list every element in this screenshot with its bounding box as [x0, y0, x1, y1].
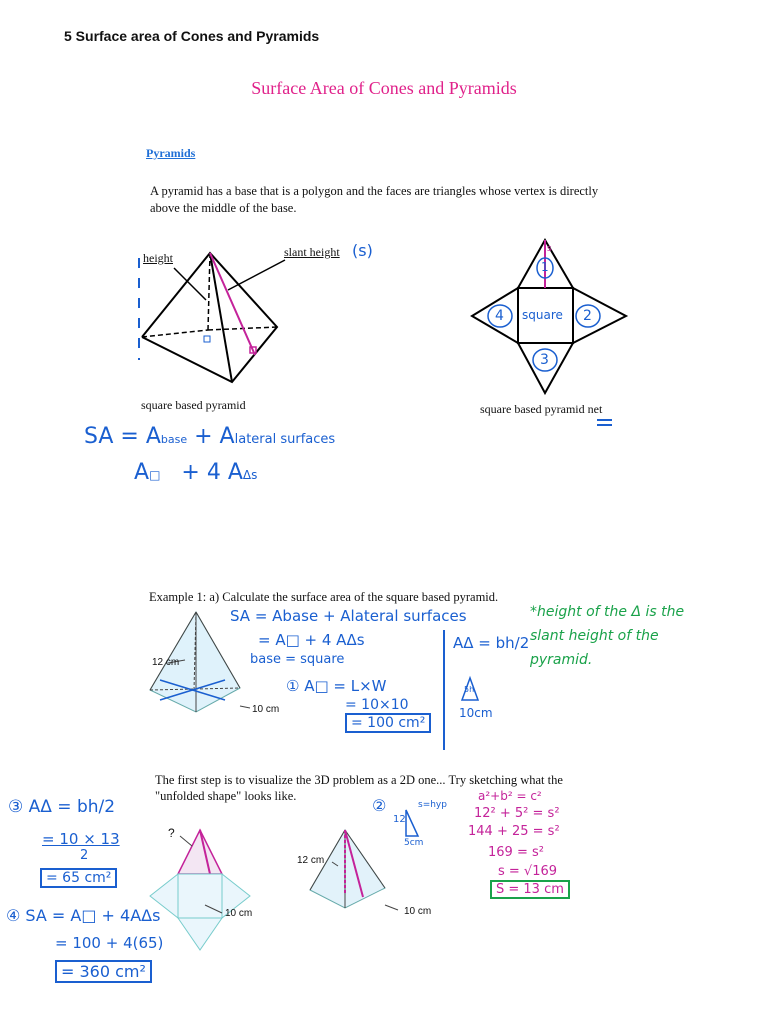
step4-line3: = 360 cm²: [55, 960, 152, 983]
example1-prompt: Example 1: a) Calculate the surface area of the square based pyramid.: [149, 590, 499, 604]
net-question: ?: [168, 826, 175, 840]
net-caption: square based pyramid net: [480, 402, 603, 416]
formula-line-1: SA = Abase + Alateral surfaces: [84, 424, 336, 449]
example1-hw1: SA = Abase + Alateral surfaces: [230, 607, 467, 625]
example1-tri-s: 5h: [464, 685, 475, 694]
step2-side: 12: [393, 814, 406, 825]
step4-line2: = 100 + 4(65): [55, 934, 164, 952]
step2-hyp: s=hyp: [418, 800, 447, 810]
example1-height: 12 cm: [152, 657, 180, 668]
page-header: 5 Surface area of Cones and Pyramids: [64, 28, 320, 44]
visualize-text: The first step is to visualize the 3D problem as a 2D one... Try sketching what the "unfolded shape" looks like.: [155, 773, 563, 803]
step2-l6: S = 13 cm: [490, 880, 570, 899]
page-title: Surface Area of Cones and Pyramids: [251, 78, 517, 98]
slant-height-label: slant height: [284, 245, 340, 259]
net-face-2: 2: [583, 308, 592, 324]
step4-line1: ④ SA = A□ + 4AΔs: [6, 906, 161, 925]
example1-hw4: ① A□ = L×W: [286, 677, 387, 695]
step2-l1: a²+b² = c²: [478, 789, 542, 803]
definition-text: A pyramid has a base that is a polygon and the faces are triangles whose vertex is directly above the middle of the base.: [150, 184, 599, 215]
example1-base: 10 cm: [252, 704, 280, 715]
step3-line3: = 65 cm²: [40, 868, 117, 888]
step2-label: ②: [372, 796, 387, 815]
example1-hw3: base = square: [250, 652, 345, 667]
example1-hw5: = 10×10: [345, 697, 409, 713]
example1-hw2: = A□ + 4 AΔs: [258, 631, 365, 649]
example1-tri-base: 10cm: [459, 706, 493, 720]
step3-line2: = 10 × 13: [42, 830, 120, 848]
height-label: height: [143, 251, 173, 265]
formula-line-2: A□ + 4 AΔs: [134, 460, 258, 485]
net-base-label: 10 cm: [225, 908, 253, 919]
net-center-label: square: [522, 308, 563, 322]
step2-l5: s = √169: [498, 864, 558, 879]
step3-line2b: 2: [80, 848, 89, 863]
step2-l3: 144 + 25 = s²: [468, 824, 560, 839]
net-face-3: 3: [540, 352, 549, 368]
pyramid-caption: square based pyramid: [141, 398, 246, 412]
net-s-mark: s: [547, 244, 552, 254]
step3-line1: ③ AΔ = bh/2: [8, 797, 116, 817]
example1-note: *height of the Δ is the slant height of the pyramid.: [530, 604, 685, 668]
example1-tri-formula: AΔ = bh/2: [453, 634, 530, 652]
net-face-1: 1: [541, 260, 549, 274]
pyramid2-height: 12 cm: [297, 855, 325, 866]
section-heading: Pyramids: [146, 146, 196, 160]
example1-hw6: = 100 cm²: [345, 713, 431, 733]
net-face-4: 4: [495, 308, 504, 324]
step2-l4: 169 = s²: [488, 845, 544, 860]
pyramid2-base: 10 cm: [404, 906, 432, 917]
slant-note: (s): [352, 241, 373, 260]
step2-l2: 12² + 5² = s²: [474, 806, 560, 821]
step2-base: 5cm: [404, 838, 424, 848]
